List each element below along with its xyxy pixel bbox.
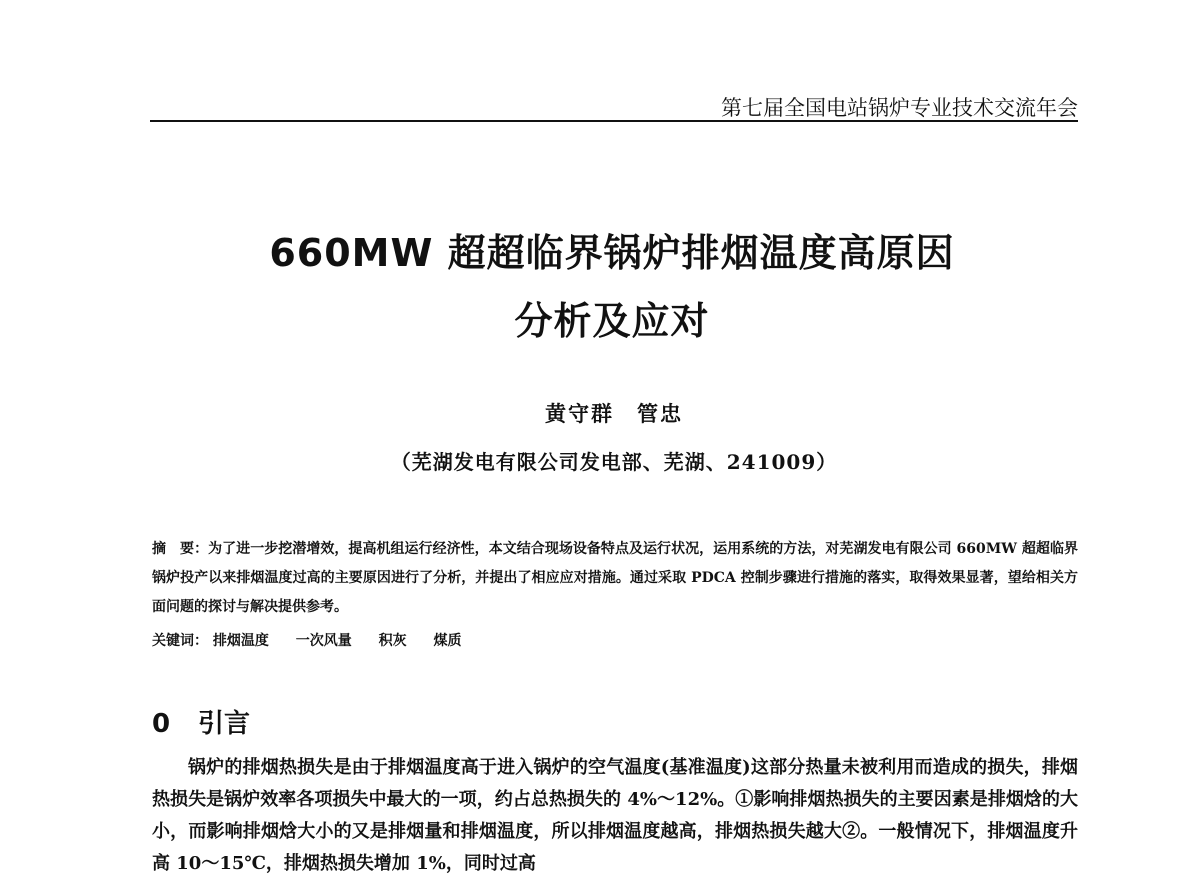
authors: 黄守群 管忠	[545, 401, 683, 426]
paper-title-line-2: 分析及应对	[514, 299, 710, 343]
keyword: 排烟温度	[212, 633, 269, 649]
running-header: 第七届全国电站锅炉专业技术交流年会	[721, 96, 1078, 120]
keyword: 煤质	[433, 633, 462, 649]
section-heading	[152, 703, 250, 740]
section-number: 0	[152, 709, 171, 739]
body-paragraph: 锅炉的排烟热损失是由于排烟温度高于进入锅炉的空气温度(基准温度)这部分热量未被利用而造成的损失，排烟热损失是锅炉效率各项损失中最大的一项，约占总热损失的 4%～12%。①影响排烟热损失的主要因素是排烟焓的大小，而影响排烟焓大小的又是排烟量和排烟温度，所以排烟温度越高，排烟热损失越大②。一般情况下，排烟温度升高 10～15℃，排烟热损失增加 1%，同时过高	[152, 757, 1078, 874]
header-rule	[150, 120, 1078, 122]
abstract	[152, 535, 1078, 622]
paper-title-line-1: 660MW 超超临界锅炉排烟温度高原因	[269, 231, 955, 275]
affiliation: （芜湖发电有限公司发电部、芜湖、241009）	[390, 450, 838, 474]
abstract-label: 摘 要：	[152, 541, 209, 557]
section-title: 引言	[198, 709, 251, 739]
keywords	[152, 630, 1078, 650]
keyword: 一次风量	[295, 633, 352, 649]
keyword: 积灰	[378, 633, 407, 649]
abstract-text: 为了进一步挖潜增效，提高机组运行经济性，本文结合现场设备特点及运行状况，运用系统的方法，对芜湖发电有限公司 660MW 超超临界锅炉投产以来排烟温度过高的主要原因进行了分析，并提出了相应应对措施。通过采取 PDCA 控制步骤进行措施的落实，取得效果显著，望给相关方面问题的探讨与解决提供参考。	[152, 541, 1078, 615]
keywords-label: 关键词：	[152, 633, 208, 649]
